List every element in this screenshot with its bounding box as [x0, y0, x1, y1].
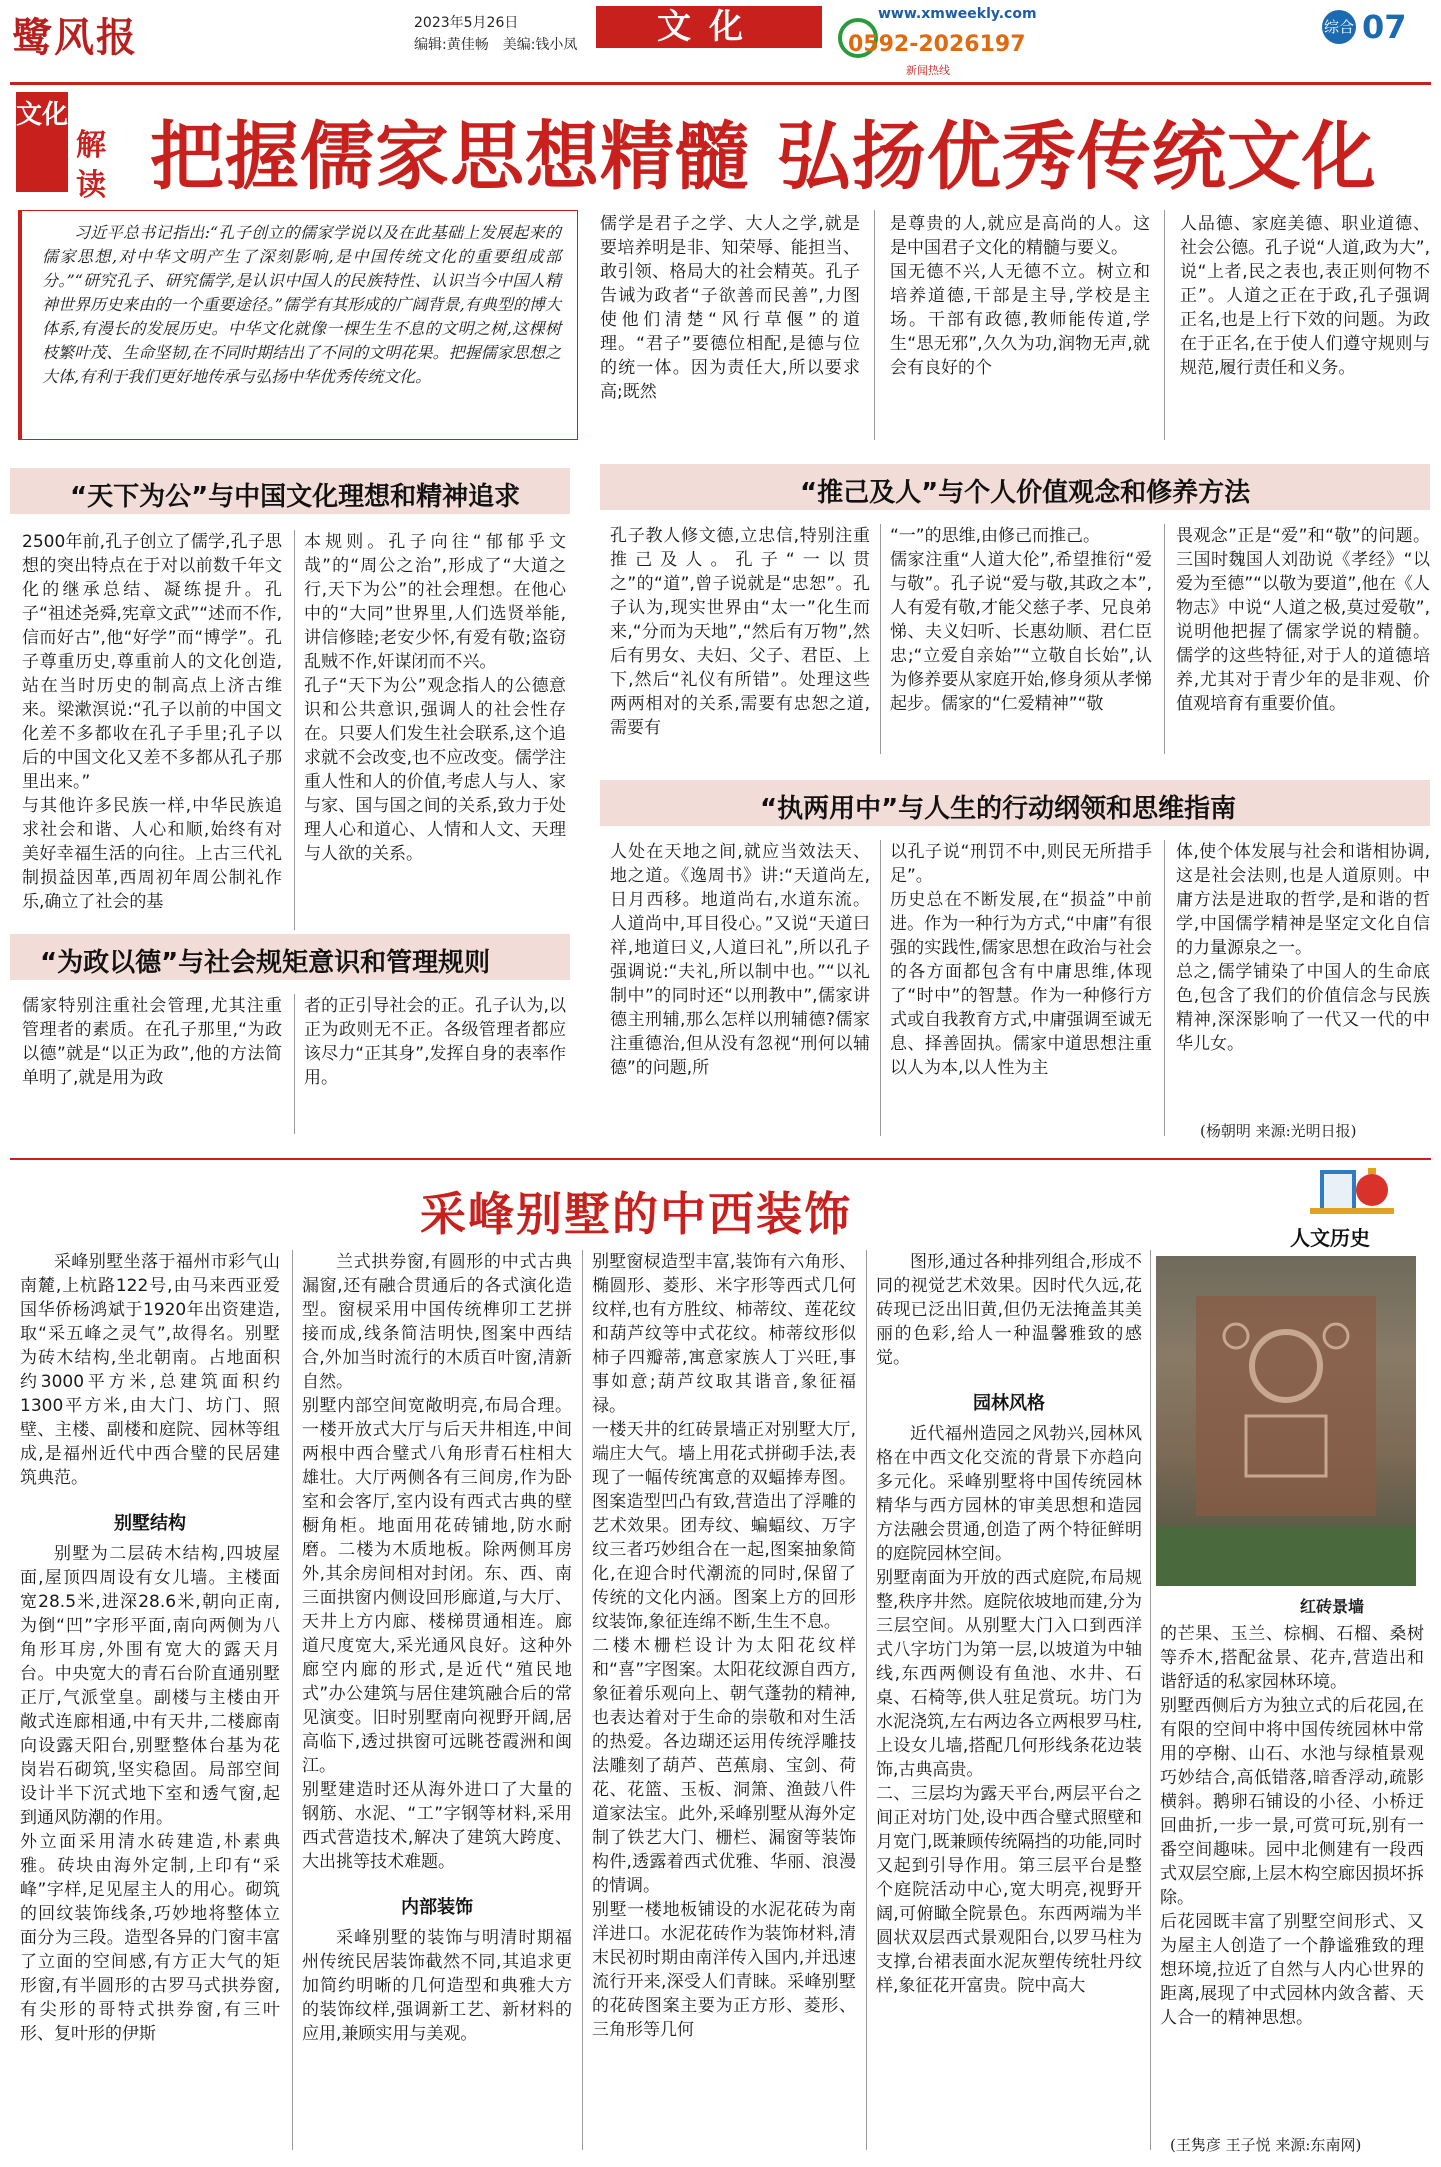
- article-byline: (王隽彦 王子悦 来源:东南网): [1170, 2136, 1362, 2154]
- text-column: 人处在天地之间,就应当效法天、地之道。《逸周书》讲:“天道尚左,日月西移。地道尚右,水道东流。人道尚中,耳目役心。”又说“天道曰祥,地道曰义,人道曰礼”,所以孔子强调说:“夫礼,所以制中也。”“以礼制中”的同时还“以刑教中”,儒家讲德主刑辅,那么怎样以刑辅德?儒家注重德治,但从没有忽视“刑何以辅德”的问题,所: [610, 842, 870, 1078]
- red-brick-wall-photo: [1156, 1256, 1416, 1586]
- paragraph: 采峰别墅坐落于福州市彩气山南麓,上杭路122号,由马来西亚爱国华侨杨鸿斌于1920年出资建造,取“采五峰之灵气”,故得名。别墅为砖木结构,坐北朝南。占地面积约3000平方米,总建筑面积约1300平方米,由大门、坊门、照壁、主楼、副楼和庭院、园林等组成,是福州近代中西合璧的民居建筑典范。: [20, 1252, 280, 1488]
- website-url[interactable]: www.xmweekly.com: [878, 6, 1037, 22]
- section-heading: 园林风格: [973, 1393, 1045, 1414]
- text-column: 者的正引导社会的正。孔子认为,以正为政则无不正。各级管理者都应该尽力“正其身”,发挥自身的表率作用。: [304, 996, 566, 1088]
- paragraph: 别墅为二层砖木结构,四坡屋面,屋顶四周设有女儿墙。主楼面宽28.5米,进深28.6米,朝向正南,为倒“凹”字形平面,南向两侧为八角形耳房,外围有宽大的露天月台。中央宽大的青石台阶直通别墅正厅,气派堂皇。副楼与主楼由开敞式连廊相通,中有天井,二楼廊南向设露天阳台,别墅整体台基为花岗岩石砌筑,坚实稳固。局部空间设计半下沉式地下室和透气窗,起到通风防潮的作用。 外立面采用清水砖建造,朴素典雅。砖块由海外定制,上印有“采峰”字样,足见屋主人的用心。砌筑的回纹装饰线条,巧妙地将整体立面分为三段。造型各异的门窗丰富了立面的空间感,有方正大气的矩形窗,有半圆形的古罗马式拱券窗,有尖形的哥特式拱券窗,有三叶形、复叶形的伊斯: [20, 1544, 280, 2044]
- text-column: [20, 1250, 280, 2046]
- text-column: 体,使个体发展与社会和谐相协调,这是社会法则,也是人道原则。中庸方法是进取的哲学,是和谐的哲学,中国儒学精神是坚定文化自信的力量源泉之一。 总之,儒学铺染了中国人的生命底色,包含了我们的价值信念与民族精神,深深影响了一代又一代的中华儿女。: [1176, 842, 1430, 1054]
- section-subhead: “天下为公”与中国文化理想和精神追求: [70, 482, 521, 512]
- section-heading: 别墅结构: [114, 1513, 186, 1534]
- hotline-label: 新闻热线: [906, 64, 950, 77]
- article-byline: (杨朝明 来源:光明日报): [1200, 1122, 1357, 1140]
- text-column: 别墅窗棂造型丰富,装饰有六角形、椭圆形、菱形、米字形等西式几何纹样,也有方胜纹、柿蒂纹、莲花纹和葫芦纹等中式花纹。柿蒂纹形似柿子四瓣蒂,寓意家族人丁兴旺,事事如意;葫芦纹取其谐音,象征福禄。 一楼天井的红砖景墙正对别墅大厅,端庄大气。墙上用花式拼砌手法,表现了一幅传统寓意的双蝠捧寿图。图案造型凹凸有致,营造出了浮雕的艺术效果。团寿纹、蝙蝠纹、万字纹三者巧妙组合在一起,图案抽象简化,在迎合时代潮流的同时,保留了传统的文化内涵。图案上方的回形纹装饰,象征连绵不断,生生不息。 二楼木栅栏设计为太阳花纹样和“喜”字图案。太阳花纹源自西方,象征着乐观向上、朝气蓬勃的精神,也表达着对于生命的崇敬和对生活的热爱。各边瑚还运用传统浮雕技法雕刻了葫芦、芭蕉扇、宝剑、荷花、花篮、玉板、洞箫、渔鼓八件道家法宝。此外,采峰别墅从海外定制了铁艺大门、栅栏、漏窗等装饰构件,透露着西式优雅、华丽、浪漫的情调。 别墅一楼地板铺设的水泥花砖为南洋进口。水泥花砖作为装饰材料,清末民初时期由南洋传入国内,并迅速流行开来,深受人们青睐。采峰别墅的花砖图案主要为正方形、菱形、三角形等几何: [592, 1252, 856, 2040]
- text-column: 本规则。孔子向往“郁郁乎文哉”的“周公之治”,形成了“大道之行,天下为公”的社会理想。在他心中的“大同”世界里,人们选贤举能,讲信修睦;老安少怀,有爱有敬;盗窃乱贼不作,奸谋闭而不兴。 孔子“天下为公”观念指人的公德意识和公共意识,强调人的社会性存在。只要人们发生社会联系,这个追求就不会改变,也不应改变。儒学注重人性和人的价值,考虑人与人、家与家、国与国之间的关系,致力于处理人心和道心、人情和人文、天理与人欲的关系。: [304, 532, 566, 864]
- text-column: 以孔子说“刑罚不中,则民无所措手足”。 历史总在不断发展,在“损益”中前进。作为一种行为方式,“中庸”有很强的实践性,儒家思想在政治与社会的各方面都包含有中庸思维,体现了“时中”的智慧。作为一种修行方式或自我教育方式,中庸强调至诚无息、择善固执。儒家中道思想注重以人为本,以人性为主: [890, 842, 1152, 1078]
- edition-badge: 综合: [1322, 10, 1356, 44]
- text-column: 人品德、家庭美德、职业道德、社会公德。孔子说“人道,政为大”,说“上者,民之表也,表正则何物不正”。人道之正在于政,孔子强调正名,也是上行下效的问题。为政在于正名,在于使人们遵守规则与规范,履行责任和义务。: [1180, 214, 1430, 378]
- kicker-label: 解读: [76, 128, 106, 203]
- photo-caption: 红砖景墙: [1300, 1597, 1365, 1616]
- section-subhead: “执两用中”与人生的行动纲领和思维指南: [760, 794, 1237, 824]
- article-separator: [10, 1158, 1431, 1160]
- article-headline: 采峰别墅的中西装饰: [420, 1187, 852, 1241]
- newspaper-logo: 鹭风报: [12, 14, 138, 61]
- page-number: 07: [1362, 8, 1407, 46]
- text-column: [302, 1250, 572, 2046]
- paragraph: 图形,通过各种排列组合,形成不同的视觉艺术效果。因时代久远,花砖现已泛出旧黄,但仍无法掩盖其美丽的色彩,给人一种温馨雅致的感觉。: [876, 1252, 1142, 1368]
- column-tag: 人文历史: [1290, 1226, 1370, 1250]
- paragraph: 近代福州造园之风勃兴,园林风格在中西文化交流的背景下亦趋向多元化。采峰别墅将中国传统园林精华与西方园林的审美思想和造园方法融会贯通,创造了两个特征鲜明的庭院园林空间。 别墅南面为开放的西式庭院,布局规整,秩序井然。庭院依坡地而建,分为三层空间。从别墅大门入口到西洋式八字坊门为第一层,以坡道为中轴线,东西两侧设有鱼池、水井、石桌、石椅等,供人驻足赏玩。坊门为水泥浇筑,左右两边各立两根罗马柱,上设女儿墙,搭配几何形线条花边装饰,古典高贵。 二、三层均为露天平台,两层平台之间正对坊门处,设中西合璧式照壁和月宽门,既兼顾传统隔挡的功能,同时又起到引导作用。第三层平台是整个庭院活动中心,宽大明亮,视野开阔,可俯瞰全院景色。东西两端为半圆状双层西式景观阳台,以罗马柱为支撑,台裙表面水泥灰塑传统牡丹纹样,象征花开富贵。院中高大: [876, 1424, 1142, 1996]
- intro-text: 习近平总书记指出:“孔子创立的儒家学说以及在此基础上发展起来的儒家思想,对中华文明产生了深刻影响,是中国传统文化的重要组成部分。”“研究孔子、研究儒学,是认识中国人的民族特性、认识当今中国人精神世界历史来由的一个重要途径。”儒学有其形成的广阔背景,有典型的博大体系,有漫长的发展历史。中华文化就像一棵生生不息的文明之树,这棵树枝繁叶茂、生命坚韧,在不同时期结出了不同的文明花果。把握儒家思想之大体,有利于我们更好地传承与弘扬中华优秀传统文化。: [42, 223, 561, 386]
- masthead-rule: [10, 82, 1431, 85]
- book-lantern-icon: [1300, 1160, 1400, 1218]
- text-column: “一”的思维,由修己而推己。 儒家注重“人道大伦”,希望推衍“爱与敬”。孔子说“爱与敬,其政之本”,人有爱有敬,才能父慈子孝、兄良弟悌、夫义妇听、长惠幼顺、君仁臣忠;“立爱自亲始”“立敬自长始”,认为修养要从家庭开始,修身须从孝悌起步。儒家的“仁爱精神”“敬: [890, 526, 1152, 714]
- article-headline: 把握儒家思想精髓 弘扬优秀传统文化: [150, 114, 1377, 200]
- issue-date: 2023年5月26日: [414, 15, 519, 31]
- text-column: 畏观念”正是“爱”和“敬”的问题。三国时魏国人刘劭说《孝经》“以爱为至德”“以敬为要道”,他在《人物志》中说“人道之极,莫过爱敬”,说明他把握了儒家学说的精髓。儒学的这些特征,对于人的道德培养,尤其对于青少年的是非观、价值观培育有重要价值。: [1176, 526, 1430, 714]
- text-column: 孔子教人修文德,立忠信,特别注重推己及人。孔子“一以贯之”的“道”,曾子说就是“忠恕”。孔子认为,现实世界由“太一”化生而来,“分而为天地”,“然后有万物”,然后有男女、夫妇、父子、君臣、上下,然后“礼仪有所错”。处理这些两两相对的关系,需要有忠恕之道,需要有: [610, 526, 870, 738]
- section-subhead: “推己及人”与个人价值观念和修养方法: [800, 478, 1251, 508]
- paragraph: 采峰别墅的装饰与明清时期福州传统民居装饰截然不同,其追求更加简约明晰的几何造型和典雅大方的装饰纹样,强调新工艺、新材料的应用,兼顾实用与美观。: [302, 1928, 572, 2044]
- intro-box: [18, 210, 578, 440]
- paragraph: 兰式拱券窗,有圆形的中式古典漏窗,还有融合贯通后的各式演化造型。窗棂采用中国传统榫卯工艺拼接而成,线条简洁明快,图案中西结合,外加当时流行的木质百叶窗,清新自然。 别墅内部空间宽敞明亮,布局合理。一楼开放式大厅与后天井相连,中间两根中西合璧式八角形青石柱相大雄壮。大厅两侧各有三间房,作为卧室和会客厅,室内设有西式古典的壁橱角柜。地面用花砖铺地,防水耐磨。二楼为木质地板。除两侧耳房外,其余房间相对封闭。东、西、南三面拱窗内侧设回形廊道,与大厅、天井上方内廊、楼梯贯通相连。廊道尺度宽大,采光通风良好。这种外廊空内廊的形式,是近代“殖民地式”办公建筑与居住建筑融合后的常见演变。旧时别墅南向视野开阔,居高临下,透过拱窗可远眺苍霞洲和闽江。 别墅建造时还从海外进口了大量的钢筋、水泥、“工”字钢等材料,采用西式营造技术,解决了建筑大跨度、大出挑等技术难题。: [302, 1252, 572, 1872]
- editor-credits: 编辑:黄佳畅 美编:钱小凤: [414, 37, 578, 53]
- section-subhead: “为政以德”与社会规矩意识和管理规则: [40, 948, 491, 978]
- text-column: 儒家特别注重社会管理,尤其注重管理者的素质。在孔子那里,“为政以德”就是“以正为政”,他的方法简单明了,就是用为政: [22, 996, 282, 1088]
- section-heading: 内部装饰: [401, 1897, 473, 1918]
- text-column: 是尊贵的人,就应是高尚的人。这是中国君子文化的精髓与要义。 国无德不兴,人无德不立。树立和培养道德,干部是主导,学校是主场。干部有政德,教师能传道,学生“思无邪”,久久为功,润物无声,就会有良好的个: [890, 214, 1150, 378]
- text-column: 儒学是君子之学、大人之学,就是要培养明是非、知荣辱、能担当、敢引领、格局大的社会精英。孔子告诫为政者“子欲善而民善”,力图使他们清楚“风行草偃”的道理。“君子”要德位相配,是德与位的统一体。因为责任大,所以要求高;既然: [600, 214, 860, 402]
- text-column: 2500年前,孔子创立了儒学,孔子思想的突出特点在于对以前数千年文化的继承总结、凝练提升。孔子“祖述尧舜,宪章文武”“述而不作,信而好古”,他“好学”而“博学”。孔子尊重历史,尊重前人的文化创造,站在当时历史的制高点上济古维来。梁漱溟说:“孔子以前的中国文化差不多都收在孔子手里;孔子以后的中国文化又差不多都从孔子那里出来。” 与其他许多民族一样,中华民族追求社会和谐、人心和顺,始终有对美好幸福生活的向往。上古三代礼制损益因革,西周初年周公制礼作乐,确立了社会的基: [22, 532, 282, 912]
- hotline-phone: 0592-2026197: [848, 32, 1026, 57]
- text-column: 的芒果、玉兰、棕榈、石榴、桑树等乔木,搭配盆景、花卉,营造出和谐舒适的私家园林环境。 别墅西侧后方为独立式的后花园,在有限的空间中将中国传统园林中常用的亭榭、山石、水池与绿植景观巧妙结合,高低错落,暗香浮动,疏影横斜。鹅卵石铺设的小径、小桥迂回曲折,一步一景,可赏可玩,别有一番空间趣味。园中北侧建有一段西式双层空廊,上层木构空廊因损坏拆除。 后花园既丰富了别墅空间形式、又为屋主人创造了一个静谧雅致的理想环境,拉近了自然与人内心世界的距离,展现了中式园林内敛含蓄、天人合一的精神思想。: [1160, 1624, 1424, 2028]
- text-column: [876, 1250, 1142, 1998]
- section-title: 文化: [596, 6, 822, 48]
- kicker-badge: 文化: [16, 92, 68, 192]
